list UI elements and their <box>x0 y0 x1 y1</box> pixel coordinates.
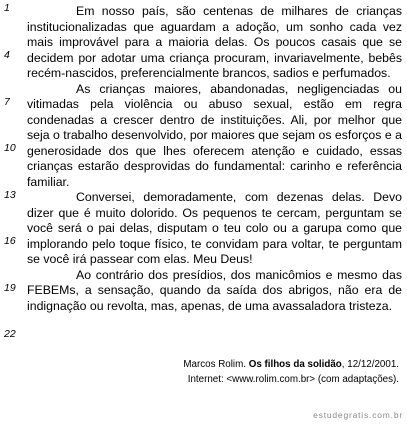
citation-date: , 12/12/2001. <box>341 359 399 370</box>
paragraph-2: As crianças maiores, abandonadas, negligenciadas ou vitimadas pela violência ou abuso sexual, estão em regra condenadas a crescer dentro de instituições. Ali, por melhor que seja o trabalho desenvolvido, por maiores que sejam os esforços e a generosidade dos que lhes oferecem atenção e cuidado, essas crianças estarão desprovidas do fundamental: carinho e referência familiar. <box>27 81 402 189</box>
article-text <box>27 4 402 314</box>
citation-title: Os filhos da solidão <box>248 359 342 370</box>
watermark: estudegratis.com.br <box>313 410 403 420</box>
citation-author: Marcos Rolim. <box>183 359 246 370</box>
line-number-4: 4 <box>4 49 10 61</box>
paragraph-1: Em nosso país, são centenas de milhares de crianças institucionalizadas que aguardam a adoção, um sonho cada vez mais improvável para a maioria delas. Os poucos casais que se decidem por adotar uma criança procuram, invariavelmente, bebês recém-nascidos, preferencialmente brancos, sadios e perfumados. <box>27 4 402 80</box>
line-number-13: 13 <box>4 189 16 201</box>
line-number-19: 19 <box>4 282 16 294</box>
citation-internet: Internet: <www.rolim.com.br> (com adaptações). <box>187 374 399 385</box>
paragraph-3: Conversei, demoradamente, com dezenas delas. Devo dizer que é muito dolorido. Os pequenos te cercam, perguntam se você será o pai delas, disputam o teu colo ou a garupa como que implorando pelo toque físico, te convidam para voltar, te perguntam se você irá passear com elas. Meu Deus! <box>27 190 402 266</box>
citation-line <box>183 357 399 372</box>
line-number-16: 16 <box>4 235 16 247</box>
paragraph-4: Ao contrário dos presídios, dos manicômios e mesmo das FEBEMs, a sensação, quando da saída dos abrigos, não era de indignação ou revolta, mas, apenas, de uma avassaladora tristeza. <box>27 267 402 313</box>
line-number-1: 1 <box>4 2 10 14</box>
source-citation <box>183 357 399 387</box>
line-number-7: 7 <box>4 96 10 108</box>
line-number-10: 10 <box>4 142 16 154</box>
line-number-22: 22 <box>4 328 16 340</box>
